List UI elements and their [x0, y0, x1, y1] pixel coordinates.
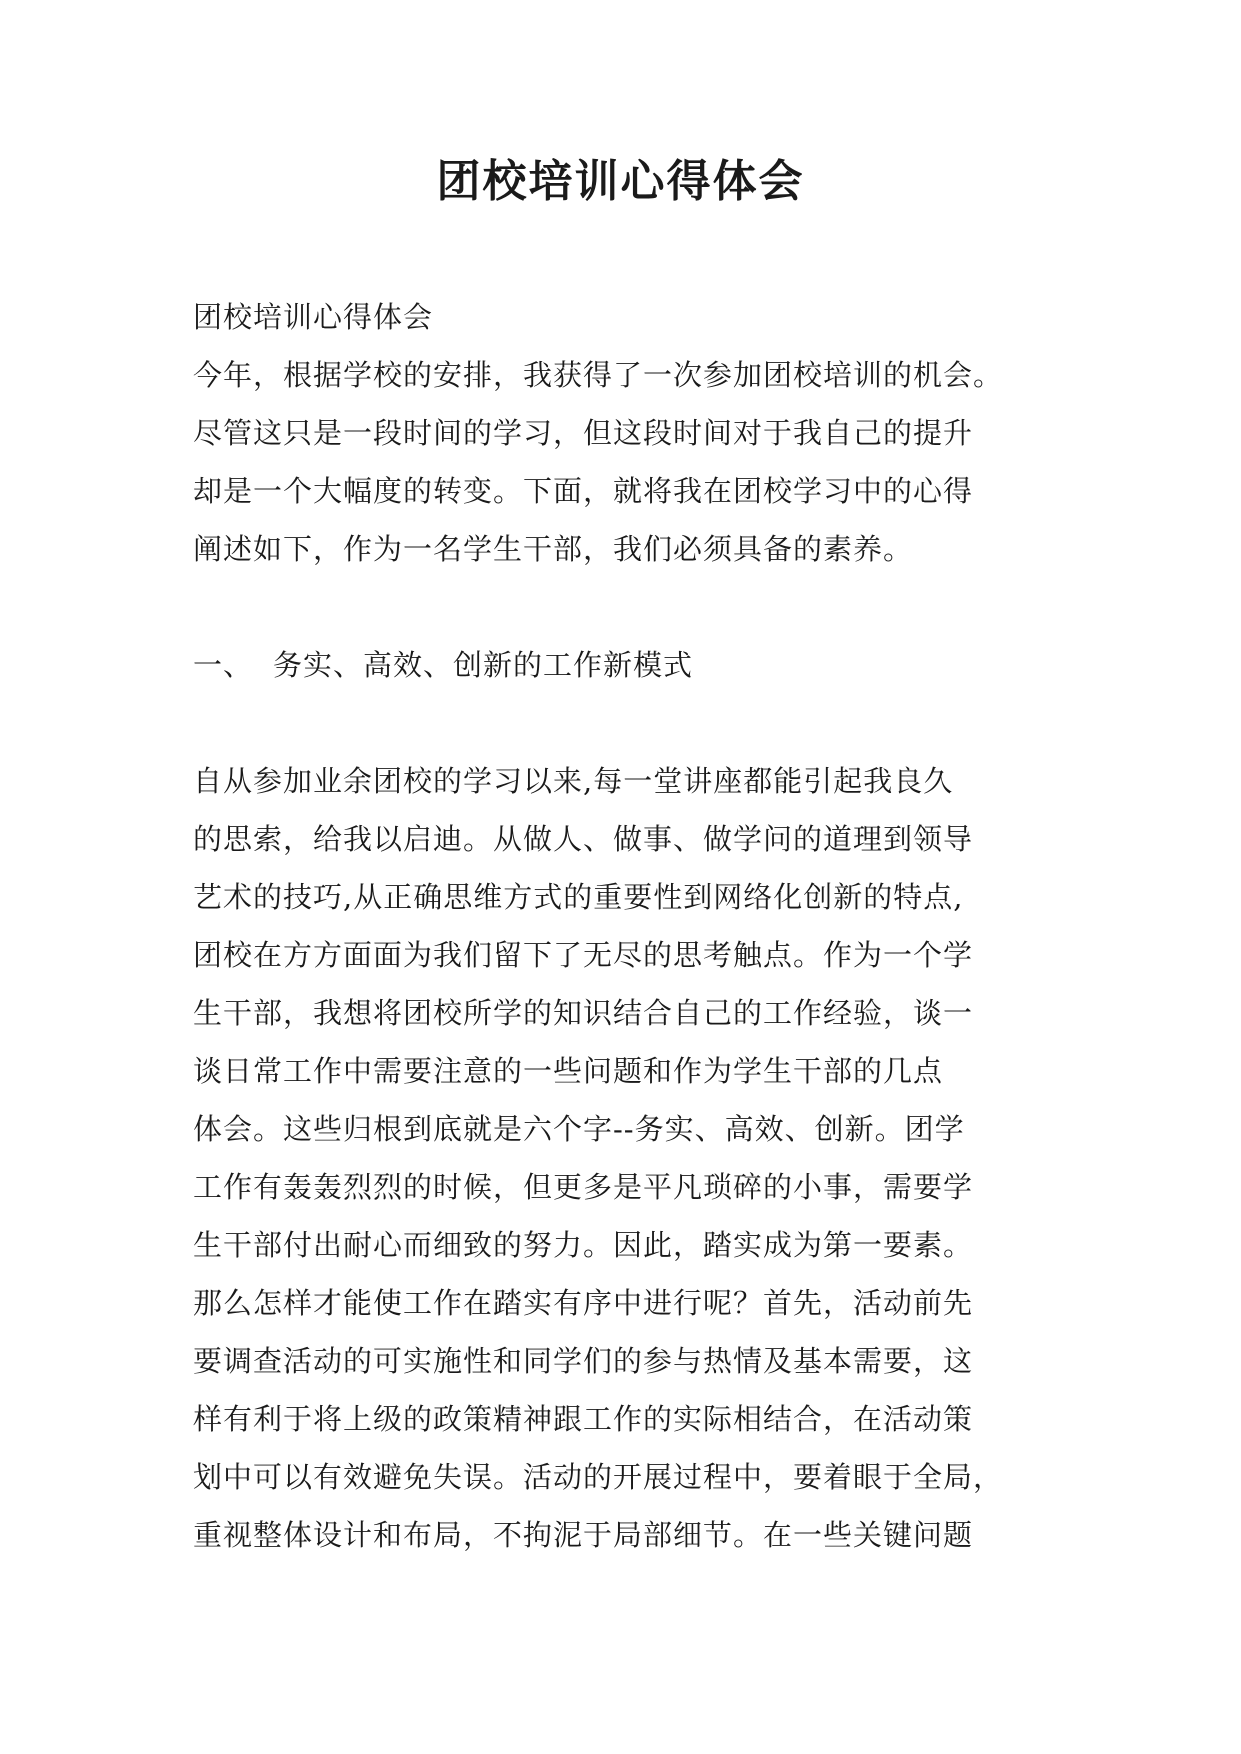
section-number: 一、	[193, 648, 254, 682]
body-line: 团校在方方面面为我们留下了无尽的思考触点。作为一个学	[193, 938, 974, 972]
body-line: 体会。这些归根到底就是六个字--务实、高效、创新。团学	[193, 1112, 965, 1146]
body-line: 样有利于将上级的政策精神跟工作的实际相结合，在活动策	[193, 1402, 974, 1436]
body-line: 生干部付出耐心而细致的努力。因此，踏实成为第一要素。	[193, 1228, 974, 1262]
document-title: 团校培训心得体会	[436, 156, 805, 207]
body-line: 要调查活动的可实施性和同学们的参与热情及基本需要，这	[193, 1344, 974, 1378]
body-line: 自从参加业余团校的学习以来,每一堂讲座都能引起我良久	[193, 764, 954, 798]
section-heading	[193, 645, 693, 685]
body-line: 那么怎样才能使工作在踏实有序中进行呢？首先，活动前先	[193, 1286, 974, 1320]
intro-line: 尽管这只是一段时间的学习，但这段时间对于我自己的提升	[193, 416, 974, 450]
body-line: 的思索，给我以启迪。从做人、做事、做学问的道理到领导	[193, 822, 974, 856]
body-line: 划中可以有效避免失误。活动的开展过程中，要着眼于全局，	[193, 1460, 1004, 1494]
body-line: 工作有轰轰烈烈的时候，但更多是平凡琐碎的小事，需要学	[193, 1170, 974, 1204]
body-line: 艺术的技巧,从正确思维方式的重要性到网络化创新的特点,	[193, 880, 964, 914]
body-line: 重视整体设计和布局，不拘泥于局部细节。在一些关键问题	[193, 1518, 974, 1552]
intro-line: 今年，根据学校的安排，我获得了一次参加团校培训的机会。	[193, 358, 1004, 392]
body-line: 生干部，我想将团校所学的知识结合自己的工作经验，谈一	[193, 996, 974, 1030]
section-title: 务实、高效、创新的工作新模式	[273, 648, 694, 682]
intro-line: 却是一个大幅度的转变。下面，就将我在团校学习中的心得	[193, 474, 974, 508]
intro-line: 阐述如下，作为一名学生干部，我们必须具备的素养。	[193, 532, 914, 566]
document-subtitle: 团校培训心得体会	[193, 300, 434, 334]
body-line: 谈日常工作中需要注意的一些问题和作为学生干部的几点	[193, 1054, 944, 1088]
